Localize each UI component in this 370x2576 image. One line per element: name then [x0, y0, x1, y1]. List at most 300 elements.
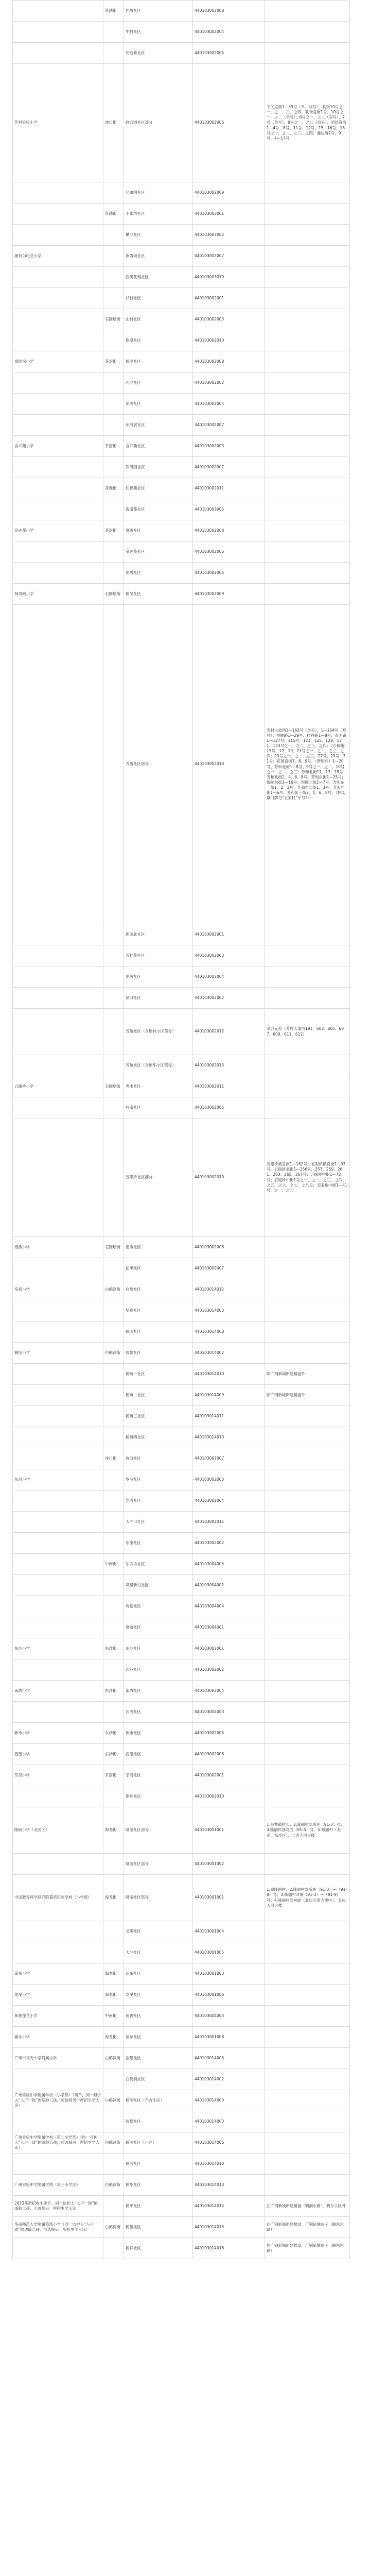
note-cell: 1.原隆丽村；2.隆丽村部所在（91-3）—（91-8）号；3.隆丽村对面（91-3）—（91-9）号；4.隆丽村部对面（北边大滘大楼中）、北边大滘大楼 [265, 1875, 350, 1921]
street-cell [103, 2154, 124, 2175]
table-row [13, 1807, 350, 1854]
community-cell: 小乘坊社区 [124, 204, 193, 225]
community-code-cell: 440103002005 [193, 43, 265, 64]
note-cell: 在广钢新城新建楼盘，广钢新城东区（鹤东东路） [265, 2238, 350, 2259]
school-name-cell [13, 1786, 103, 1807]
table-row [13, 584, 350, 605]
table-row [13, 1009, 350, 1055]
community-code-cell: 440103002003 [193, 945, 265, 967]
table-row [13, 1659, 350, 1681]
community-code-cell: 440103002006 [193, 1744, 265, 1765]
school-name-cell [13, 1490, 103, 1512]
street-cell [103, 1659, 124, 1681]
street-cell [103, 924, 124, 945]
community-cell: 鹤苑一社区 [124, 1364, 193, 1385]
street-cell [103, 563, 124, 584]
street-cell [103, 1385, 124, 1406]
note-cell [265, 1744, 350, 1765]
table-row [13, 1385, 350, 1406]
street-cell [103, 372, 124, 394]
community-code-cell: 440103002010 [193, 1786, 265, 1807]
table-row [13, 351, 350, 372]
table-row [13, 499, 350, 520]
table-row [13, 967, 350, 988]
school-name-cell [13, 1385, 103, 1406]
school-name-cell [13, 1617, 103, 1638]
community-cell: 河沙社区 [124, 372, 193, 394]
street-cell: 海龙街 [103, 1807, 124, 1854]
community-cell: 沙洛社区 [124, 1490, 193, 1512]
street-cell [103, 225, 124, 246]
table-row [13, 1875, 350, 1921]
community-code-cell: 440103002010 [193, 1118, 265, 1237]
school-name-cell [13, 1854, 103, 1875]
community-code-cell: 440103001001 [193, 1807, 265, 1854]
community-code-cell: 440103001003 [193, 1963, 265, 1985]
community-cell: 凤凰新村社区 [124, 1575, 193, 1596]
community-code-cell: 440103002009 [193, 182, 265, 204]
street-cell [103, 288, 124, 309]
note-cell [265, 394, 350, 415]
school-name-cell [13, 288, 103, 309]
note-cell [265, 1638, 350, 1659]
community-code-cell: 440103001008 [193, 2027, 265, 2048]
street-cell: 冲口街 [103, 64, 124, 182]
community-code-cell: 440103002007 [193, 1258, 265, 1279]
community-cell: 保利社区 [124, 1786, 193, 1807]
community-cell: 沙洲社区 [124, 1659, 193, 1681]
note-cell [265, 2111, 350, 2132]
note-cell [265, 225, 350, 246]
community-cell: 骏景社区 [124, 2048, 193, 2069]
community-cell: 谢屋社区 [124, 330, 193, 351]
table-row [13, 1448, 350, 1469]
note-cell [265, 2132, 350, 2154]
table-row [13, 1638, 350, 1659]
community-cell: 牛村社区 [124, 22, 193, 43]
community-code-cell: 440103004005 [193, 1554, 265, 1575]
community-cell: 东方坊社区 [124, 1554, 193, 1575]
school-name-cell: 新市小学 [13, 1723, 103, 1744]
community-cell: 坑口社区 [124, 1448, 193, 1469]
community-cell: 东塱社区 [124, 1533, 193, 1554]
street-cell [103, 1921, 124, 1942]
school-name-cell [13, 1921, 103, 1942]
street-cell [103, 2238, 124, 2259]
table-row [13, 2027, 350, 2048]
street-cell [103, 1009, 124, 1055]
table-row [13, 309, 350, 330]
note-cell [265, 1921, 350, 1942]
table-row [13, 1575, 350, 1596]
community-code-cell: 440103002007 [193, 1448, 265, 1469]
community-cell: 鹤洞社区（不含小区） [124, 2090, 193, 2111]
note-cell [265, 2069, 350, 2090]
table-row [13, 2048, 350, 2069]
table-row [13, 1617, 350, 1638]
street-cell: 白鹤洞街 [103, 2175, 124, 2196]
school-name-cell [13, 605, 103, 924]
community-cell: 东沙社区 [124, 1638, 193, 1659]
community-code-cell: 440103014014 [193, 2196, 265, 2217]
table-row [13, 182, 350, 204]
community-cell: 岭南社区 [124, 1097, 193, 1118]
school-name-cell: 茶滘小学 [13, 1765, 103, 1786]
table-row [13, 415, 350, 436]
community-cell: 芳桂苑社区 [124, 945, 193, 967]
street-cell [103, 415, 124, 436]
school-name-cell [13, 1364, 103, 1385]
school-name-cell [13, 1427, 103, 1448]
community-cell: 鹤祥社区 [124, 2238, 193, 2259]
community-code-cell: 440103002010 [193, 330, 265, 351]
note-cell: 在广钢新城新建楼盘，广钢新城东区（鹤东东路） [265, 2217, 350, 2238]
school-name-cell: 合兴苑小学 [13, 436, 103, 457]
school-name-cell [13, 182, 103, 204]
community-cell: 兄弟围社区 [124, 182, 193, 204]
street-cell [103, 267, 124, 288]
community-cell: 隆丽社区部分 [124, 1807, 193, 1854]
community-cell: 罗浦社区 [124, 1469, 193, 1490]
school-name-cell [13, 394, 103, 415]
table-row [13, 246, 350, 267]
community-code-cell: 440103014005 [193, 2048, 265, 2069]
street-cell: 海龙街 [103, 2027, 124, 2048]
school-name-cell: 东沙小学 [13, 1638, 103, 1659]
note-cell [265, 1490, 350, 1512]
school-name-cell [13, 988, 103, 1009]
community-cell: 鹤涌社区 [124, 2154, 193, 2175]
community-cell: 葵蓬社区 [124, 1617, 193, 1638]
community-code-cell: 440103002010 [193, 605, 265, 924]
street-cell [103, 1512, 124, 1533]
table-row [13, 1364, 350, 1385]
note-cell [265, 1300, 350, 1321]
table-row [13, 1490, 350, 1512]
street-cell: 石围塘街 [103, 1237, 124, 1258]
school-name-cell [13, 43, 103, 64]
community-cell: 山村社区 [124, 309, 193, 330]
note-cell [265, 1076, 350, 1097]
school-name-cell [13, 2154, 103, 2175]
community-cell: 金达苑社区 [124, 541, 193, 563]
community-code-cell: 440103003007 [193, 246, 265, 267]
community-cell: 大冲口社区 [124, 1512, 193, 1533]
street-cell [103, 541, 124, 563]
community-cell: 东涌居社区 [124, 415, 193, 436]
table-row [13, 2006, 350, 2027]
note-cell [265, 457, 350, 478]
note-cell [265, 372, 350, 394]
school-name-cell [13, 2238, 103, 2259]
table-row [13, 1744, 350, 1765]
school-name-cell [13, 204, 103, 225]
note-cell: 1.孙臂镇村长；2.隆丽村部所在（91-3）号；3.隆丽村部对面（91-5）号，5.隆丽村（北滘、东沙区）、北边大滘大楼 [265, 1807, 350, 1854]
note-cell [265, 541, 350, 563]
note-cell [265, 478, 350, 499]
community-cell: 花地新社区 [124, 43, 193, 64]
community-code-cell: 440103001006 [193, 1985, 265, 2006]
community-code-cell: 440103002003 [193, 1469, 265, 1490]
school-district-table [12, 0, 350, 2259]
note-cell [265, 1854, 350, 1875]
note-cell [265, 1765, 350, 1786]
street-cell [103, 988, 124, 1009]
school-name-cell: 2023年新招收生源片：同一监护人“入户一致”的适龄二孩，可选择另一所招生学入读 [13, 2196, 103, 2217]
community-code-cell: 440103014013 [193, 1427, 265, 1448]
community-code-cell: 440103002009 [193, 584, 265, 605]
school-name-cell [13, 1702, 103, 1723]
note-cell [265, 988, 350, 1009]
street-cell [103, 945, 124, 967]
community-cell: 涌口社区 [124, 988, 193, 1009]
community-cell: 白鹤洞社区 [124, 2069, 193, 2090]
school-name-cell [13, 1097, 103, 1118]
street-cell [103, 2069, 124, 2090]
street-cell [103, 1258, 124, 1279]
community-cell: 新市社区 [124, 1723, 193, 1744]
school-name-cell [13, 1, 103, 22]
community-code-cell: 440103002001 [193, 924, 265, 945]
note-cell [265, 1237, 350, 1258]
community-cell: 鹤华社区 [124, 2175, 193, 2196]
school-name-cell [13, 225, 103, 246]
street-cell: 花地街 [103, 204, 124, 225]
note-cell [265, 1786, 350, 1807]
community-code-cell: 440103001004 [193, 1921, 265, 1942]
table-row [13, 1554, 350, 1575]
community-code-cell: 440103003010 [193, 267, 265, 288]
school-name-cell: 鹤园小学 [13, 1343, 103, 1364]
street-cell [103, 1702, 124, 1723]
note-cell [265, 1659, 350, 1681]
community-cell: 鹤洞社区（小区） [124, 2132, 193, 2154]
street-cell [103, 499, 124, 520]
community-code-cell: 440103014015 [193, 2217, 265, 2238]
table-row [13, 1427, 350, 1448]
community-code-cell: 440103014010 [193, 1364, 265, 1385]
note-cell [265, 1258, 350, 1279]
community-cell: 鹤苑三社区 [124, 1406, 193, 1427]
table-row [13, 1786, 350, 1807]
community-cell: 芳盈社区部分 [124, 605, 193, 924]
table-row [13, 1681, 350, 1702]
community-code-cell: 440103002005 [193, 1723, 265, 1744]
table-row [13, 2154, 350, 2175]
table-row [13, 2238, 350, 2259]
street-cell [103, 43, 124, 64]
community-code-cell: 440103002001 [193, 288, 265, 309]
community-cell: 培真社区 [124, 1300, 193, 1321]
table-row [13, 1118, 350, 1237]
note-cell [265, 1596, 350, 1617]
note-cell [265, 436, 350, 457]
table-row [13, 2175, 350, 2196]
note-cell [265, 1723, 350, 1744]
street-cell [103, 1097, 124, 1118]
school-name-cell [13, 1055, 103, 1076]
community-code-cell: 440103002004 [193, 1681, 265, 1702]
community-code-cell: 440103002005 [193, 563, 265, 584]
table-row [13, 22, 350, 43]
table-row [13, 436, 350, 457]
community-cell: 骏景社区 [124, 1343, 193, 1364]
street-cell [103, 1942, 124, 1963]
school-name-cell [13, 1512, 103, 1533]
table-row [13, 1963, 350, 1985]
note-cell [265, 1343, 350, 1364]
note-cell [265, 1, 350, 22]
community-code-cell: 440103002008 [193, 520, 265, 541]
note-cell [265, 2090, 350, 2111]
note-cell [265, 415, 350, 436]
street-cell: 石围塘街 [103, 584, 124, 605]
community-cell: 南漖社区 [124, 1237, 193, 1258]
community-code-cell: 440103002011 [193, 1512, 265, 1533]
school-name-cell [13, 1118, 103, 1237]
community-cell: 鹿园北社区 [124, 924, 193, 945]
community-code-cell: 440103002013 [193, 1055, 265, 1076]
note-cell: 除广钢新城新建楼盘外 [265, 1364, 350, 1385]
community-code-cell: 440103014013 [193, 2175, 265, 2196]
note-cell: 下关直街1—39号（单、双号）、其余10号之一，之二、三、之四，联合直街1号、10号之一，之二（单号）、6号之一、之二（双号）、7号（单号）、9号之一、之二（双号）、团结直街1—4号、8号、11号、12号、15—16号、18号之一，之二、之三、之四；涌边街7号，9号，4—17号 [265, 64, 350, 182]
school-name-cell [13, 945, 103, 967]
street-cell: 冲口街 [103, 1448, 124, 1469]
school-name-cell [13, 309, 103, 330]
community-code-cell: 440103002002 [193, 372, 265, 394]
street-cell: 白鹤洞街 [103, 2132, 124, 2154]
table-row [13, 1, 350, 22]
table-row [13, 1055, 350, 1076]
note-cell: 芳村大道西1—163号（单号）、1—164号（双号）；悦颐路1—29号、桂丹路1—8号、育才路1—127号，115号、121、125、129、131、133号之一、之二、之三、之四；（方和苑）15号、17、19、21号之一、之二、之三、之四；23号之一、之二、之三、27号、29号、31号；花园直街7、8、9号、（赞明苑）1—20号、芳和北街1—8号、9号之一，之二、10号之一、之二、之三；芳和北街11、13、15号；芳和北街2、4、6、8号；芳和东街1—25号；悦颐东街3—16号；悦颐北街1—7号；芳和东一街1、2、3号；芳和东二街1、3号；芳和西街1—6号；芳和东三街2、4、6、8号；（林凤娥门牌号“五家村”宇号外） [265, 605, 350, 924]
table-row [13, 1985, 350, 2006]
community-code-cell: 440103014009 [193, 2090, 265, 2111]
street-cell: 白鹤洞街 [103, 1279, 124, 1300]
note-cell [265, 351, 350, 372]
community-cell: 鸡翅社区 [124, 1596, 193, 1617]
community-code-cell: 440103002003 [193, 309, 265, 330]
table-row [13, 1406, 350, 1427]
note-cell [265, 267, 350, 288]
table-row [13, 1343, 350, 1364]
community-code-cell: 440103002005 [193, 1097, 265, 1118]
table-row [13, 2132, 350, 2154]
community-code-cell: 440103014008 [193, 1321, 265, 1343]
table-row [13, 2090, 350, 2111]
school-name-cell [13, 330, 103, 351]
street-cell: 中南街 [103, 2006, 124, 2027]
community-cell: 芳盈社区（含瑶华小区部分） [124, 1055, 193, 1076]
community-code-cell: 440103002001 [193, 1765, 265, 1786]
community-code-cell: 440103002009 [193, 351, 265, 372]
table-row [13, 1702, 350, 1723]
community-code-cell: 440103001002 [193, 1854, 265, 1875]
community-code-cell: 440103014011 [193, 1406, 265, 1427]
community-code-cell: 440103004003 [193, 2006, 265, 2027]
school-name-cell: 南漖小学 [13, 1237, 103, 1258]
street-cell [103, 457, 124, 478]
school-name-cell: 龙溪小学 [13, 1985, 103, 2006]
school-name-cell [13, 541, 103, 563]
community-code-cell: 440103004001 [193, 1617, 265, 1638]
street-cell: 石围塘街 [103, 1076, 124, 1097]
community-code-cell: 440103002004 [193, 967, 265, 988]
note-cell [265, 1512, 350, 1533]
table-row [13, 43, 350, 64]
school-name-cell [13, 22, 103, 43]
community-cell: 隆丽社区部分 [124, 1854, 193, 1875]
community-cell: 浦东社区 [124, 2027, 193, 2048]
note-cell [265, 1406, 350, 1427]
community-cell: 鹤洞社区 [124, 584, 193, 605]
street-cell [103, 1490, 124, 1512]
community-cell: 红棉苑社区 [124, 478, 193, 499]
note-cell: 金方元苑（芳村大道西191、603、605、607、609、611、612） [265, 1009, 350, 1055]
note-cell [265, 584, 350, 605]
note-cell: 除广钢新城新建楼盘外 [265, 1385, 350, 1406]
table-row [13, 1279, 350, 1300]
note-cell [265, 204, 350, 225]
school-name-cell: 康有为纪念小学 [13, 246, 103, 267]
school-name-cell: 培真小学 [13, 1279, 103, 1300]
note-cell [265, 1575, 350, 1596]
community-cell: 骏景社区 [124, 2111, 193, 2132]
community-cell: 秀水社区 [124, 1076, 193, 1097]
community-code-cell: 440103014012 [193, 1279, 265, 1300]
street-cell [103, 22, 124, 43]
school-name-cell: 浦东小学 [13, 1963, 103, 1985]
community-code-cell: 440103014009 [193, 1385, 265, 1406]
note-cell [265, 2006, 350, 2027]
street-cell [103, 182, 124, 204]
street-cell [103, 1854, 124, 1875]
school-name-cell: 中国教育科学研究院荔湾实验学校（小学部） [13, 1875, 103, 1921]
street-cell [103, 330, 124, 351]
community-code-cell: 440103014016 [193, 2238, 265, 2259]
note-cell [265, 1554, 350, 1575]
school-name-cell: 西塱小学 [13, 1744, 103, 1765]
community-code-cell: 440103014003 [193, 2111, 265, 2132]
school-name-cell: 广州市真光中学附属小学 [13, 2048, 103, 2069]
table-row [13, 945, 350, 967]
street-cell: 花地街 [103, 1, 124, 22]
street-cell [103, 1533, 124, 1554]
school-name-cell [13, 499, 103, 520]
street-cell [103, 1055, 124, 1076]
school-name-cell: 广州实验中学附属学校（小学部）（简单，同一旦护入“入户一致”的适龄二孩，可选择另一所招生学入读） [13, 2090, 103, 2111]
table-row [13, 64, 350, 182]
community-code-cell: 440103002004 [193, 1490, 265, 1512]
note-cell [265, 945, 350, 967]
school-name-cell [13, 1406, 103, 1427]
community-cell: 白鹤社区 [124, 1279, 193, 1300]
table-row [13, 1469, 350, 1490]
street-cell [103, 1300, 124, 1321]
note-cell [265, 330, 350, 351]
school-name-cell: 林凤娥小学 [13, 584, 103, 605]
community-code-cell: 440103002002 [193, 1659, 265, 1681]
school-name-cell [13, 415, 103, 436]
community-code-cell: 440103014003 [193, 1300, 265, 1321]
table-row [13, 457, 350, 478]
school-name-cell [13, 1596, 103, 1617]
community-cell: 鹤苑二社区 [124, 1385, 193, 1406]
community-cell: 鹤平社区 [124, 2196, 193, 2217]
note-cell [265, 288, 350, 309]
note-cell [265, 43, 350, 64]
school-name-cell [13, 1575, 103, 1596]
school-name-cell: 金达苑小学 [13, 520, 103, 541]
